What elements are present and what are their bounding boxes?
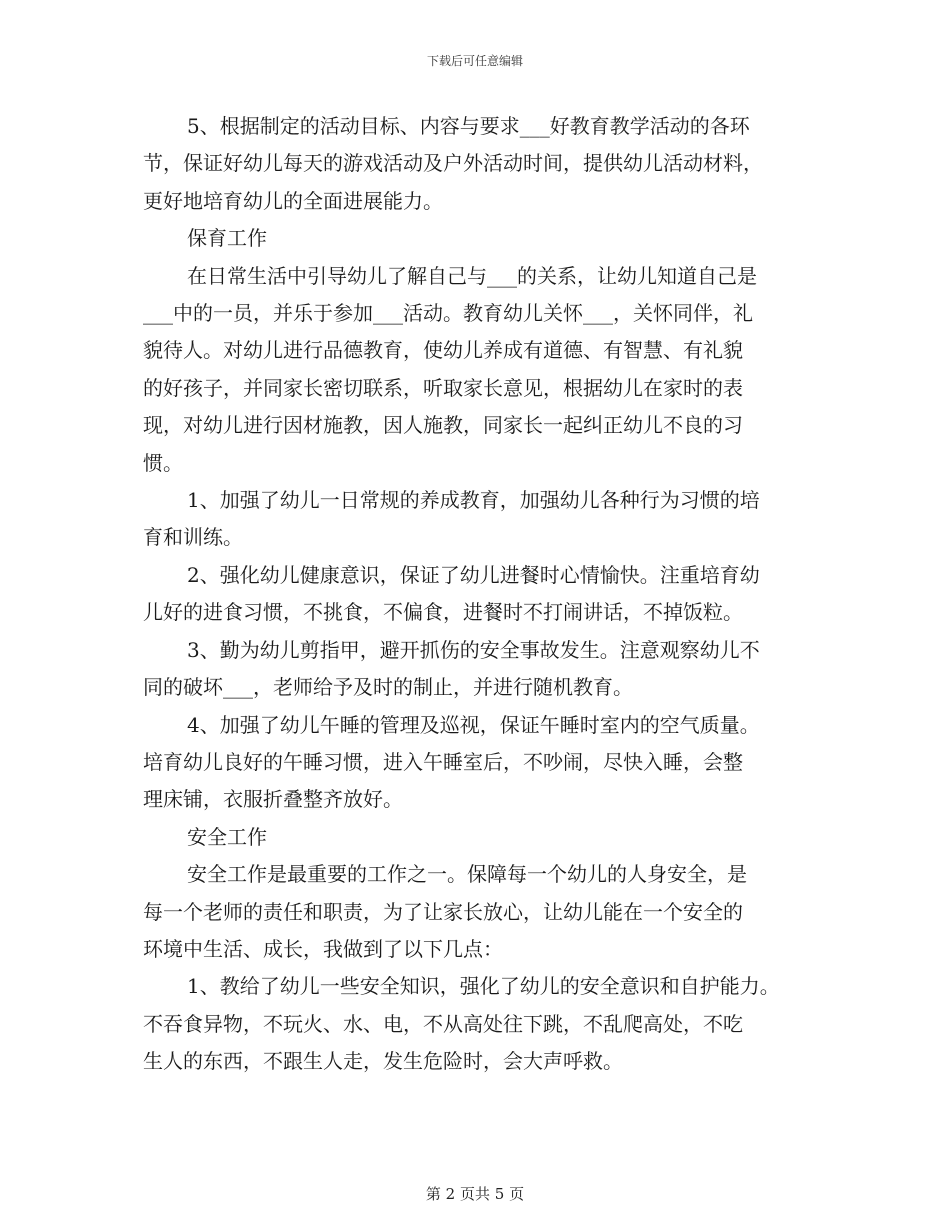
text-line: 4、加强了幼儿午睡的管理及巡视，保证午睡时室内的空气质量。: [187, 712, 760, 737]
text-line: 育和训练。: [143, 525, 243, 550]
text-line: 更好地培育幼儿的全面进展能力。: [143, 188, 443, 213]
document-body: [143, 108, 823, 1081]
text-line: 环境中生活、成长，我做到了以下几点：: [143, 936, 503, 961]
text-line: 安全工作: [187, 824, 267, 849]
text-line: 生人的东西，不跟生人走，发生危险时，会大声呼救。: [143, 1049, 623, 1074]
text-line: 儿好的进食习惯，不挑食，不偏食，进餐时不打闹讲话，不掉饭粒。: [143, 600, 743, 625]
text-line: 节，保证好幼儿每天的游戏活动及户外活动时间，提供幼儿活动材料，: [143, 151, 763, 176]
text-line: 现，对幼儿进行因材施教，因人施教，同家长一起纠正幼儿不良的习: [143, 413, 743, 438]
text-line: 2、强化幼儿健康意识，保证了幼儿进餐时心情愉快。注重培育幼: [187, 562, 760, 587]
text-line: 5、根据制定的活动目标、内容与要求___好教育教学活动的各环: [187, 114, 750, 138]
page-header: 下载后可任意编辑: [426, 54, 523, 68]
text-line: ___中的一员，并乐于参加___活动。教育幼儿关怀___，关怀同伴，礼: [143, 301, 753, 326]
text-line: 3、勤为幼儿剪指甲，避开抓伤的安全事故发生。注意观察幼儿不: [187, 637, 760, 662]
page-footer: 第 2 页共 5 页: [425, 1185, 525, 1203]
text-line: 不吞食异物，不玩火、水、电，不从高处往下跳，不乱爬高处，不吃: [143, 1011, 743, 1036]
text-line: 的好孩子，并同家长密切联系，听取家长意见，根据幼儿在家时的表: [143, 375, 743, 400]
text-line: 理床铺，衣服折叠整齐放好。: [143, 787, 403, 812]
text-line: 貌待人。对幼儿进行品德教育，使幼儿养成有道德、有智慧、有礼貌: [143, 338, 743, 363]
text-line: 保育工作: [187, 226, 267, 251]
text-line: 1、教给了幼儿一些安全知识，强化了幼儿的安全意识和自护能力。: [187, 974, 780, 999]
text-line: 同的破坏___，老师给予及时的制止，并进行随机教育。: [143, 675, 633, 700]
text-line: 每一个老师的责任和职责，为了让家长放心，让幼儿能在一个安全的: [143, 899, 743, 924]
text-line: 培育幼儿良好的午睡习惯，进入午睡室后，不吵闹，尽快入睡，会整: [143, 749, 743, 774]
text-line: 安全工作是最重要的工作之一。保障每一个幼儿的人身安全，是: [187, 862, 747, 887]
text-line: 1、加强了幼儿一日常规的养成教育，加强幼儿各种行为习惯的培: [187, 488, 760, 513]
text-line: 惯。: [143, 450, 183, 475]
text-line: 在日常生活中引导幼儿了解自己与___的关系，让幼儿知道自己是: [187, 263, 757, 288]
